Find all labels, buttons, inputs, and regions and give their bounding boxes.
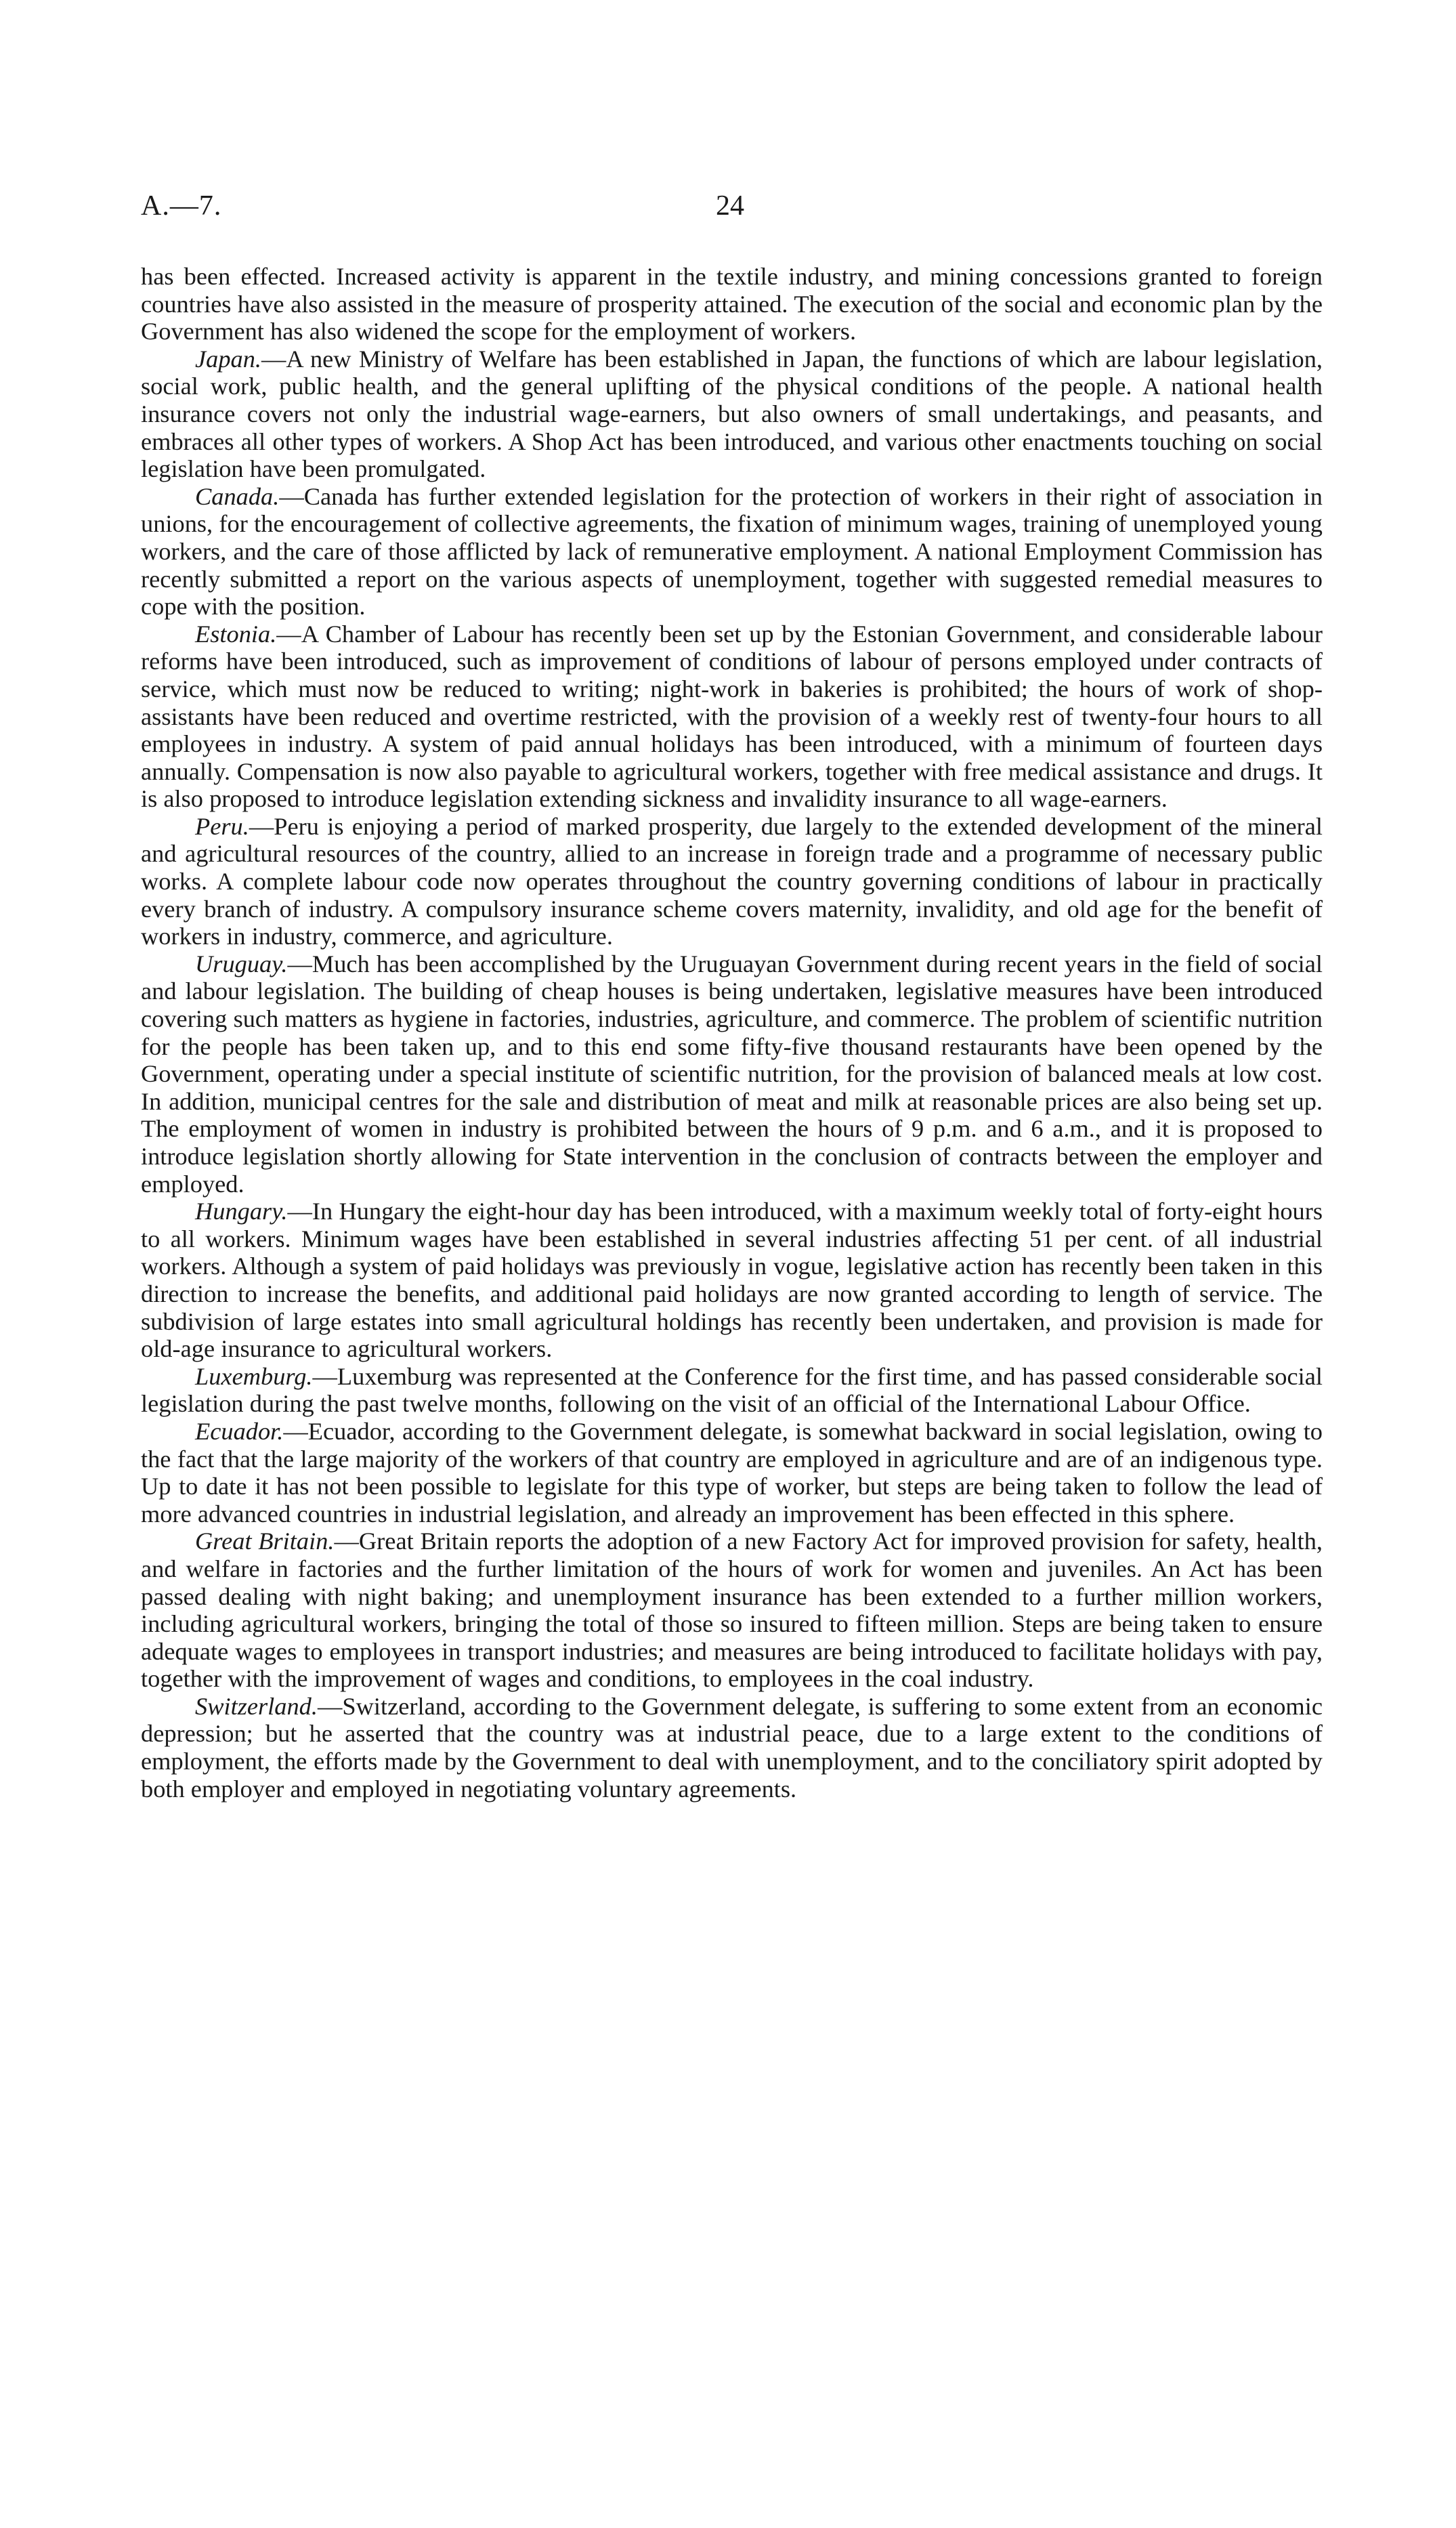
paragraph-text: —A Chamber of Labour has recently been set up by the Estonian Government, and considerable labour reforms have been introduced, such as improvement of conditions of labour of persons employed under contracts of service, which must now be reduced to writing; night-work in bakeries is prohibited; the hours of work of shop-assistants have been reduced and overtime restricted, with the provision of a weekly rest of twenty-four hours to all employees in industry. A system of paid annual holidays has been introduced, with a minimum of fourteen days annually. Compensation is now also payable to agricultural workers, together with free medical assistance and drugs. It is also proposed to introduce legislation extending sickness and invalidity insurance to all wage-earners. <box>141 620 1323 813</box>
paragraph-text: —Peru is enjoying a period of marked prosperity, due largely to the extended development of the mineral and agricultural resources of the country, allied to an increase in foreign trade and a programme of necessary public works. A complete labour code now operates throughout the country governing conditions of labour in practically every branch of industry. A compulsory insurance scheme covers maternity, invalidity, and old age for the benefit of workers in industry, commerce, and agriculture. <box>141 812 1323 950</box>
country-heading: Luxemburg. <box>195 1362 313 1390</box>
country-heading: Great Britain. <box>195 1528 335 1555</box>
paragraph-text: —Luxemburg was represented at the Conference for the first time, and has passed considerable social legislation during the past twelve months, following on the visit of an official of the International Labour Office. <box>141 1362 1323 1418</box>
document-reference: A.—7. <box>141 190 222 222</box>
paragraph-continuation <box>141 263 1323 345</box>
paragraph-estonia <box>141 620 1323 813</box>
paragraph-japan <box>141 345 1323 483</box>
paragraph-text: has been effected. Increased activity is apparent in the textile industry, and mining concessions granted to foreign countries have also assisted in the measure of prosperity attained. The execution of the social and economic plan by the Government has also widened the scope for the employment of workers. <box>141 263 1323 345</box>
page-header <box>141 190 1319 230</box>
country-heading: Switzerland. <box>195 1692 318 1720</box>
paragraph-text: —Great Britain reports the adoption of a new Factory Act for improved provision for safety, health, and welfare in factories and the further limitation of the hours of work for women and juveniles. An Act has been passed dealing with night baking; and unemployment insurance has been extended to a further million workers, including agricultural workers, bringing the total of those so insured to fifteen million. Steps are being taken to ensure adequate wages to employees in transport industries; and measures are being introduced to facilitate holidays with pay, together with the improvement of wages and conditions, to employees in the coal industry. <box>141 1528 1323 1693</box>
paragraph-text: —Much has been accomplished by the Uruguayan Government during recent years in the field of social and labour legislation. The building of cheap houses is being undertaken, legislative measures have been introduced covering such matters as hygiene in factories, industries, agriculture, and commerce. The problem of scientific nutrition for the people has been taken up, and to this end some fifty-five thousand restaurants have been opened by the Government, operating under a special institute of scientific nutrition, for the provision of balanced meals at low cost. In addition, municipal centres for the sale and distribution of meat and milk at reasonable prices are also being set up. The employment of women in industry is prohibited between the hours of 9 p.m. and 6 a.m., and it is proposed to introduce legislation shortly allowing for State intervention in the conclusion of contracts between the employer and employed. <box>141 950 1323 1198</box>
paragraph-canada <box>141 483 1323 620</box>
country-heading: Ecuador. <box>195 1417 284 1445</box>
paragraph-luxemburg <box>141 1363 1323 1418</box>
paragraph-text: —Canada has further extended legislation for the protection of workers in their right of association in unions, for the encouragement of collective agreements, the fixation of minimum wages, training of unemployed young workers, and the care of those afflicted by lack of remunerative employment. A national Employment Commission has recently submitted a report on the various aspects of unemployment, together with suggested remedial measures to cope with the position. <box>141 482 1323 620</box>
paragraph-great-britain <box>141 1528 1323 1693</box>
paragraph-uruguay <box>141 950 1323 1198</box>
body-text <box>141 263 1323 1803</box>
paragraph-text: —In Hungary the eight-hour day has been introduced, with a maximum weekly total of forty-eight hours to all workers. Minimum wages have been established in several industries affecting 51 per cent. of all industrial workers. Although a system of paid holidays was previously in vogue, legislative action has recently been taken in this direction to increase the benefits, and additional paid holidays are now granted according to length of service. The subdivision of large estates into small agricultural holdings has recently been undertaken, and provision is made for old-age insurance to agricultural workers. <box>141 1198 1323 1363</box>
paragraph-peru <box>141 813 1323 950</box>
paragraph-text: —Switzerland, according to the Government delegate, is suffering to some extent from an economic depression; but he asserted that the country was at industrial peace, due to a large extent to the conditions of employment, the efforts made by the Government to deal with unemployment, and to the conciliatory spirit adopted by both employer and employed in negotiating voluntary agreements. <box>141 1692 1323 1803</box>
country-heading: Hungary. <box>195 1198 288 1225</box>
country-heading: Canada. <box>195 482 280 510</box>
country-heading: Peru. <box>195 812 249 840</box>
paragraph-switzerland <box>141 1693 1323 1803</box>
page-number: 24 <box>716 190 744 222</box>
paragraph-ecuador <box>141 1418 1323 1528</box>
paragraph-hungary <box>141 1198 1323 1363</box>
paragraph-text: —A new Ministry of Welfare has been established in Japan, the functions of which are labour legislation, social work, public health, and the general uplifting of the physical conditions of the people. A national health insurance covers not only the industrial wage-earners, but also owners of small undertakings, and peasants, and embraces all other types of workers. A Shop Act has been introduced, and various other enactments touching on social legislation have been promulgated. <box>141 345 1323 483</box>
country-heading: Japan. <box>195 345 262 373</box>
country-heading: Estonia. <box>195 620 277 648</box>
country-heading: Uruguay. <box>195 950 288 977</box>
paragraph-text: —Ecuador, according to the Government delegate, is somewhat backward in social legislation, owing to the fact that the large majority of the workers of that country are employed in agriculture and are of an indigenous type. Up to date it has not been possible to legislate for this type of worker, but steps are being taken to follow the lead of more advanced countries in industrial legislation, and already an improvement has been effected in this sphere. <box>141 1417 1323 1528</box>
